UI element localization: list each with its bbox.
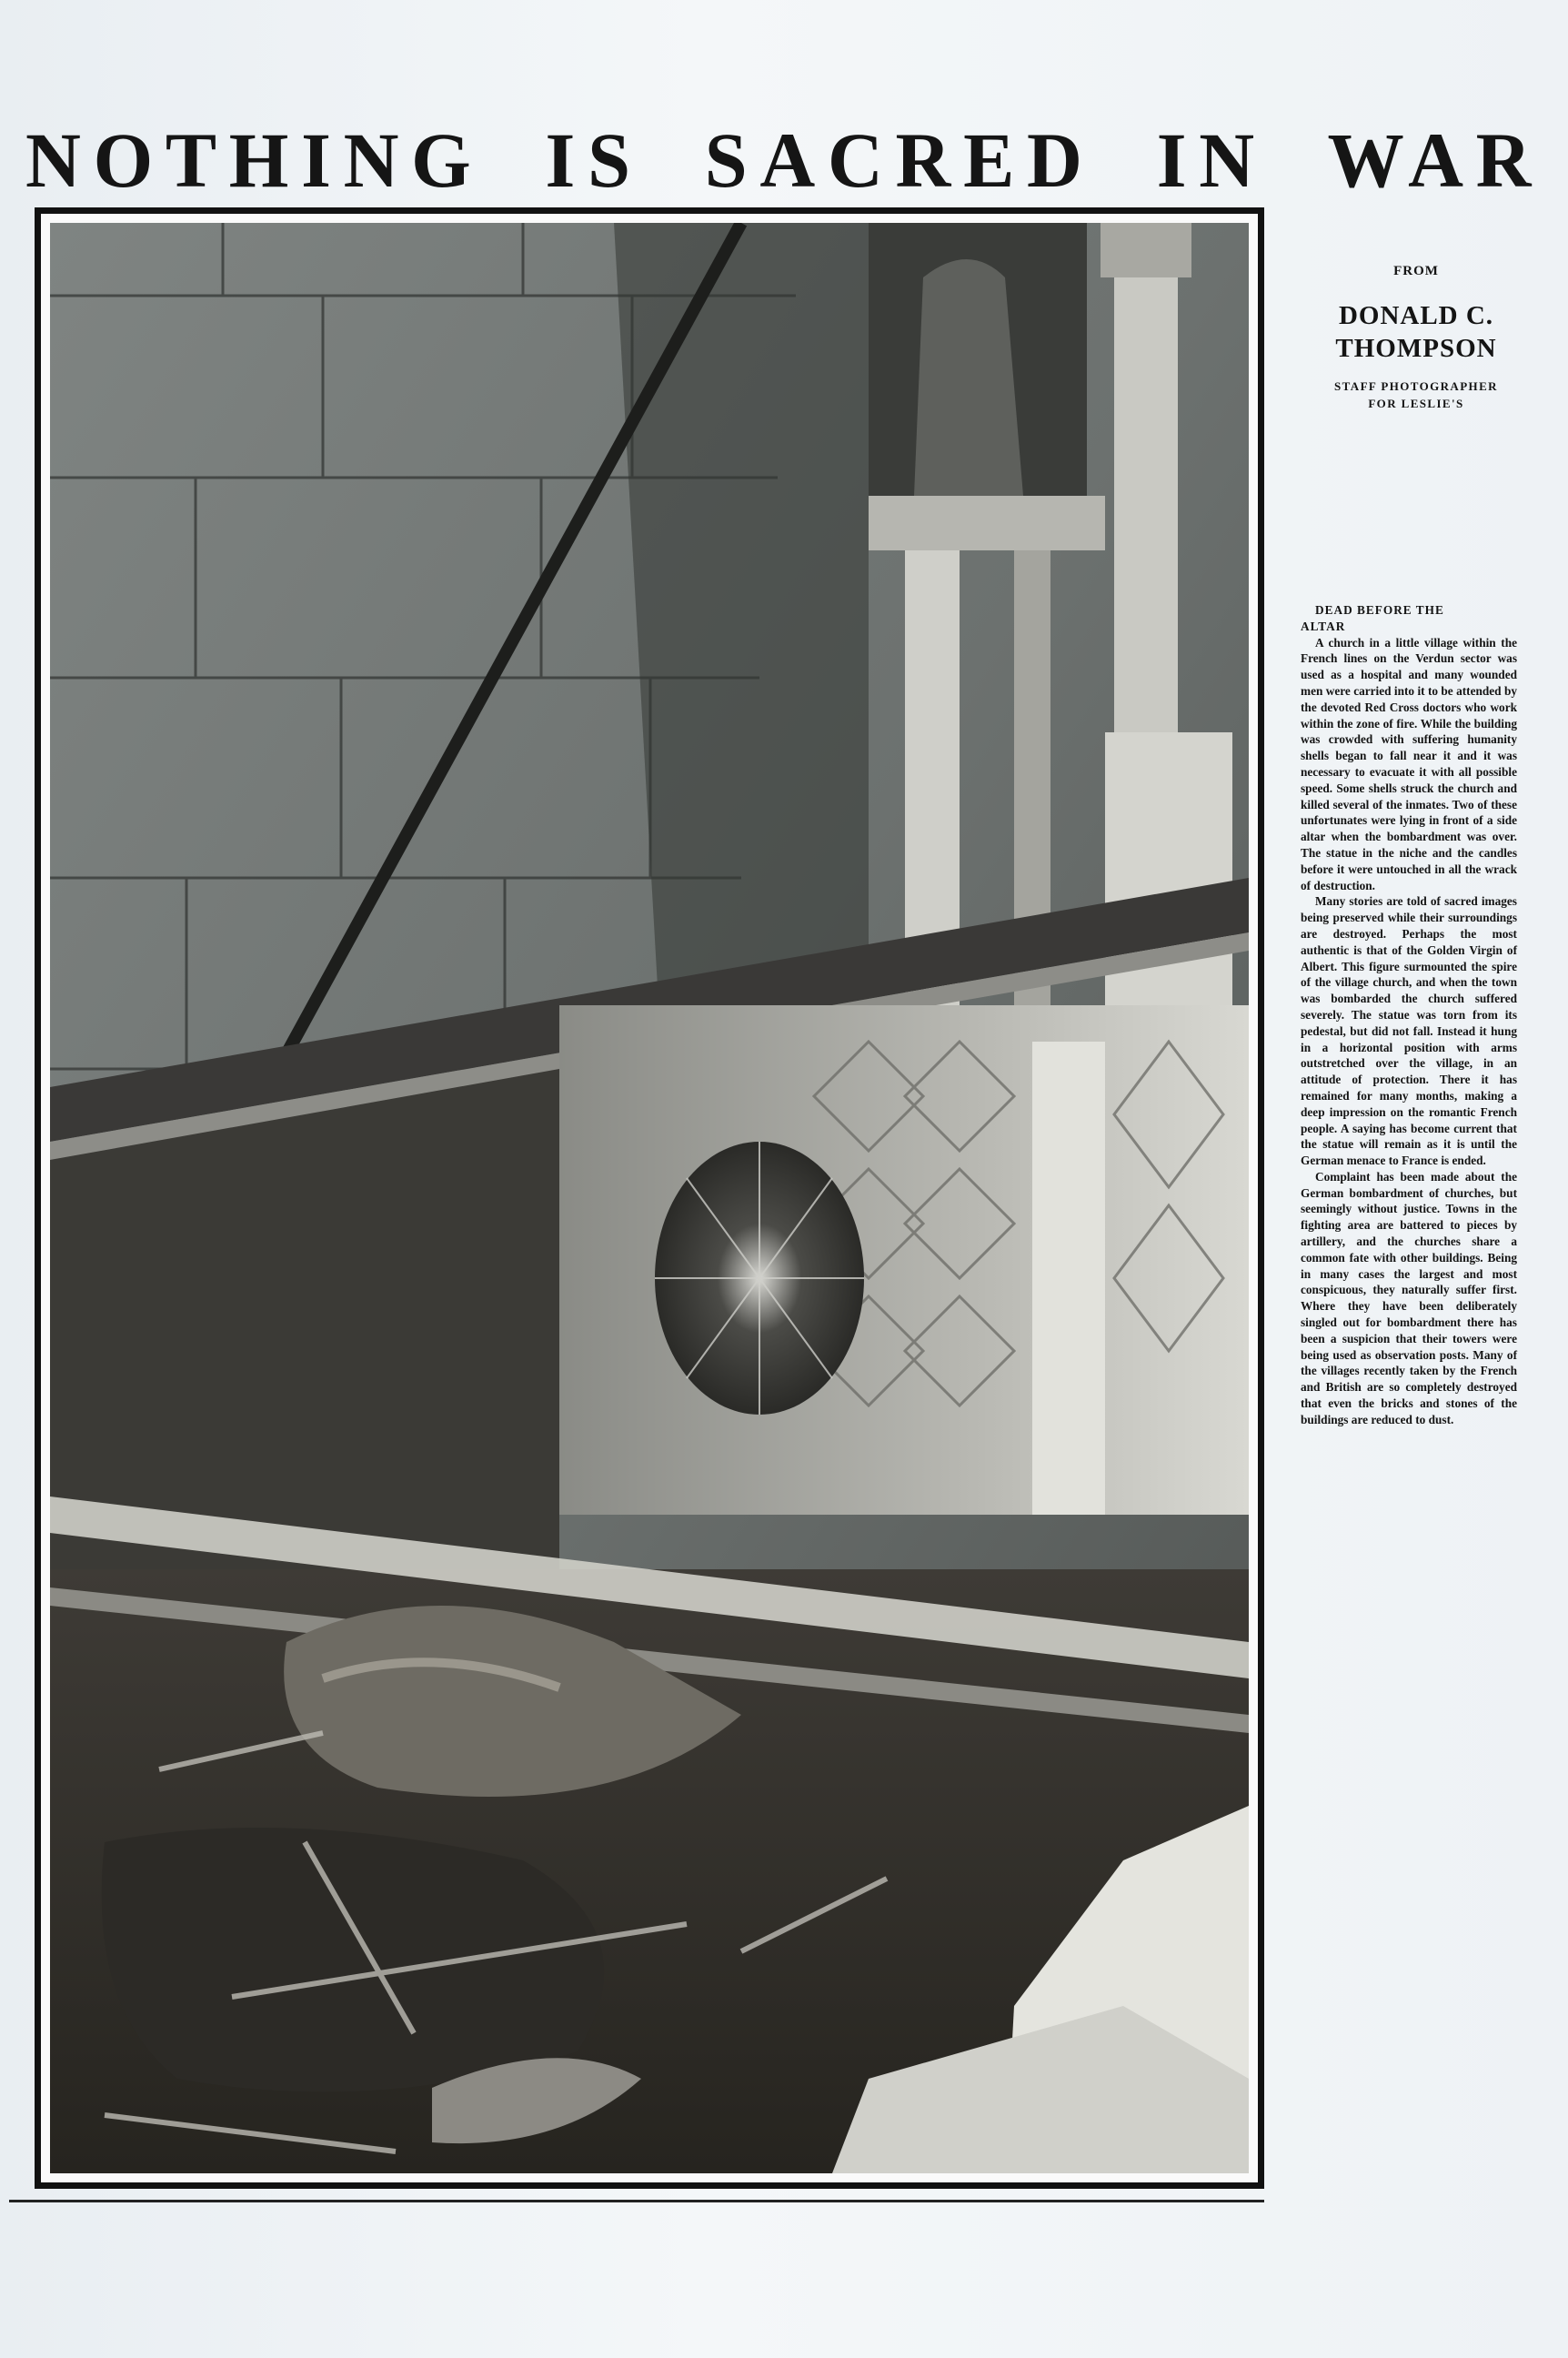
article: [1301, 602, 1517, 1428]
second-soldier: [102, 1828, 604, 2092]
article-title-line-1: DEAD BEFORE THE: [1315, 603, 1444, 617]
article-paragraph-1: A church in a little village within the French lines on the Verdun sector was used as a hospital and many wounded men were carried into it to be attended by the devoted Red Cross doctors who work within the zone of fire. While the building was crowded with suffering humanity shells began to fall near it and it was necessary to evacuate it with all possible speed. Some shells struck the church and killed several of the inmates. Two of these unfortunates were lying in front of a side altar when the bombardment was over. The statue in the niche and the candles before it were untouched in all the wrack of destruction.: [1301, 635, 1517, 892]
credit-role: [1284, 378, 1548, 412]
photo-illustration: [50, 223, 1249, 2173]
credit-author: [1284, 299, 1548, 365]
photo-credit: [1284, 264, 1548, 412]
photo-frame: [35, 207, 1264, 2189]
headline: NOTHING IS SACRED IN WAR: [25, 116, 1544, 204]
war-photograph: [50, 223, 1249, 2173]
author-line-2: THOMPSON: [1335, 334, 1497, 363]
article-title: [1301, 602, 1517, 635]
role-line-1: STAFF PHOTOGRAPHER: [1334, 379, 1498, 393]
frame-shadow: [9, 2200, 1264, 2202]
author-line-1: DONALD C.: [1338, 301, 1494, 330]
role-line-2: FOR LESLIE'S: [1368, 397, 1464, 410]
article-paragraph-3: Complaint has been made about the German bombardment of churches, but seemingly without justice. Towns in the fighting area are battered to pieces by artillery, and the churches share a common fate with other buildings. Being in many cases the largest and most conspicuous, they naturally suffer first. Where they have been deliberately singled out for bombardment there has been a suspicion that their towers were being used as observation posts. Many of the villages recently taken by the French and British are so completely destroyed that even the bricks and stones of the buildings are reduced to dust.: [1301, 1169, 1517, 1426]
credit-from: FROM: [1393, 264, 1439, 278]
article-title-line-2: ALTAR: [1301, 619, 1346, 633]
article-paragraph-2: Many stories are told of sacred images being preserved while their surroundings are destroyed. Perhaps the most authentic is that of the Golden Virgin of Albert. This figure surmounted the spire of the village church, and when the town was bombarded the church suffered severely. The statue was torn from its pedestal, but did not fall. Instead it hung in a horizontal position with arms outstretched over the village, in an attitude of protection. There it has remained for many months, making a deep impression on the romantic French people. A saying has become current that the statue will remain as it is until the German menace to France is ended.: [1301, 894, 1517, 1168]
